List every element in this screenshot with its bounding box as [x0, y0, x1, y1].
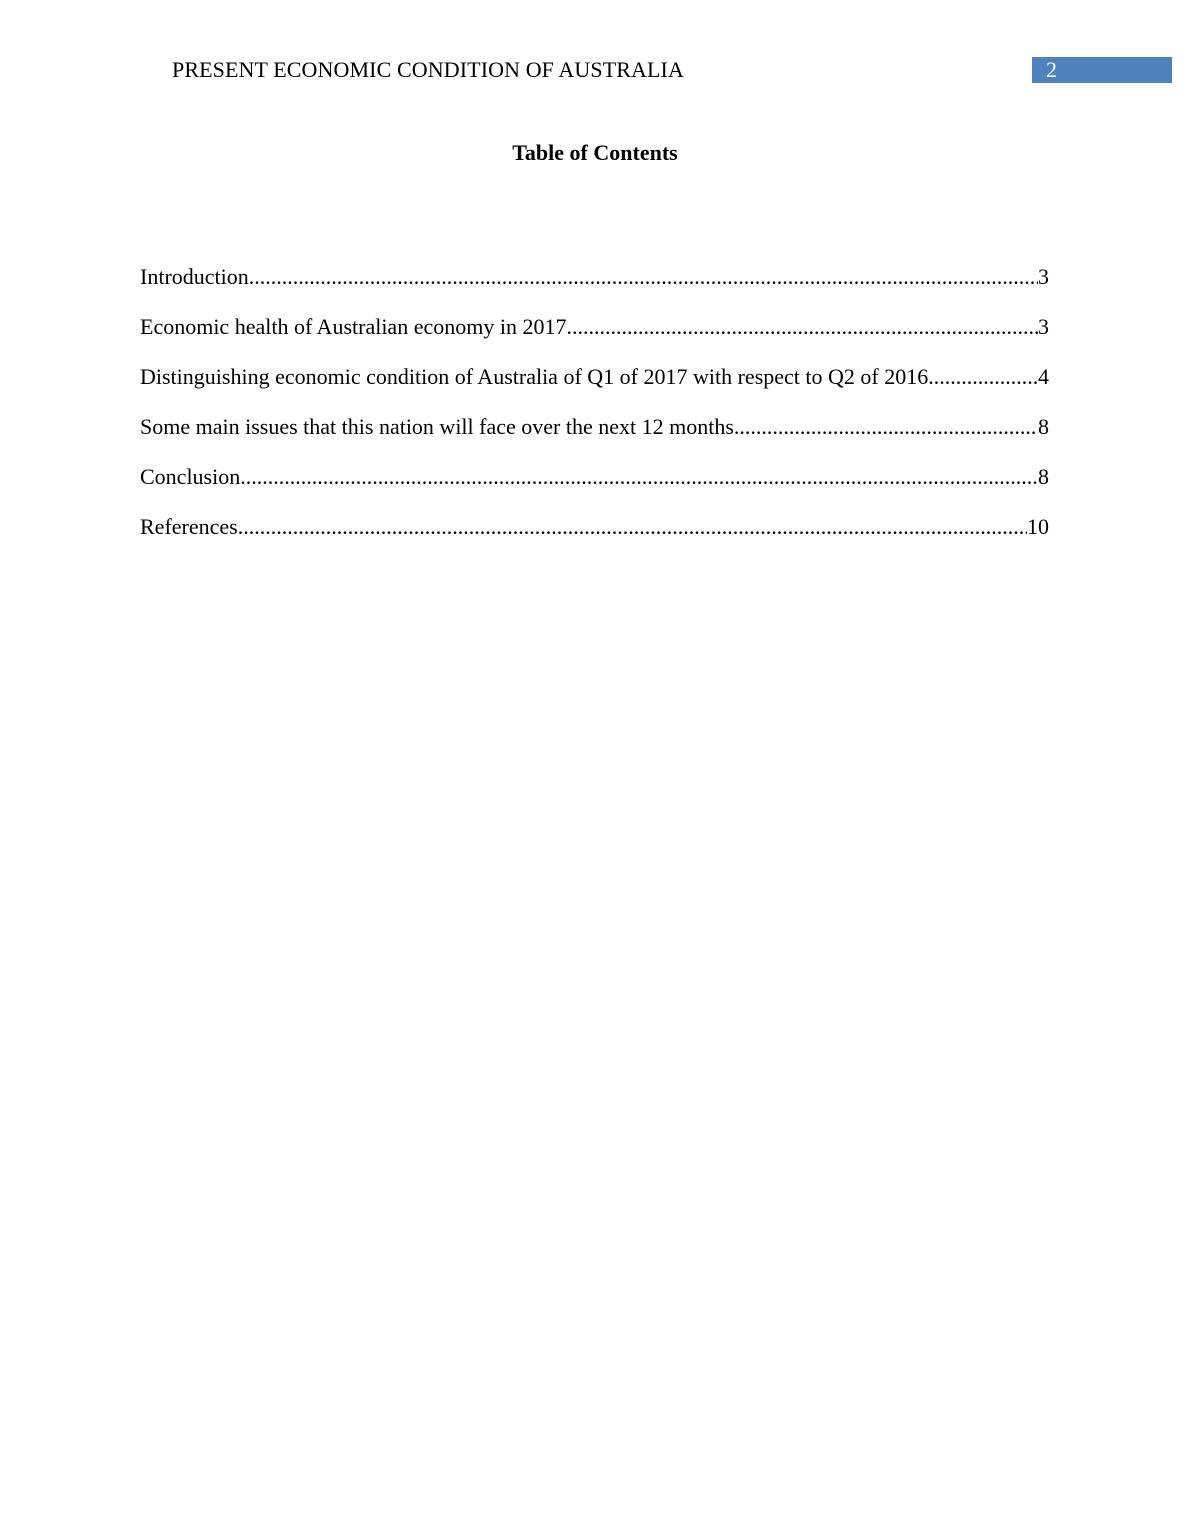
toc-entry-conclusion[interactable] [140, 463, 1049, 513]
toc-entry-title: Distinguishing economic condition of Australia of Q1 of 2017 with respect to Q2 of 2016 [140, 364, 929, 389]
dot-leader [566, 313, 1038, 341]
toc-heading: Table of Contents [512, 140, 678, 165]
toc-entry-distinguishing-condition[interactable] [140, 363, 1049, 413]
toc-entry-references[interactable] [140, 513, 1049, 563]
dot-leader [238, 513, 1027, 541]
toc-entry-page: 8 [1038, 464, 1049, 489]
toc-entry-main-issues[interactable] [140, 413, 1049, 463]
toc-entry-title: References [140, 514, 238, 539]
toc-entry-page: 3 [1038, 314, 1049, 339]
dot-leader [240, 463, 1038, 491]
page-number-badge [1032, 57, 1172, 83]
toc-entry-introduction[interactable] [140, 263, 1049, 313]
toc-entry-page: 10 [1027, 514, 1049, 539]
page-number: 2 [1046, 57, 1057, 82]
dot-leader [928, 363, 1038, 391]
toc-list [140, 263, 1049, 563]
toc-entry-page: 4 [1038, 364, 1049, 389]
toc-entry-title: Introduction [140, 264, 249, 289]
toc-entry-page: 8 [1038, 414, 1049, 439]
dot-leader [249, 263, 1038, 291]
dot-leader [734, 413, 1038, 441]
toc-entry-title: Some main issues that this nation will face over the next 12 months [140, 414, 734, 439]
toc-entry-economic-health[interactable] [140, 313, 1049, 363]
toc-entry-page: 3 [1038, 264, 1049, 289]
toc-entry-title: Economic health of Australian economy in 2017 [140, 314, 567, 339]
toc-entry-title: Conclusion [140, 464, 241, 489]
running-header-title: PRESENT ECONOMIC CONDITION OF AUSTRALIA [172, 57, 684, 82]
